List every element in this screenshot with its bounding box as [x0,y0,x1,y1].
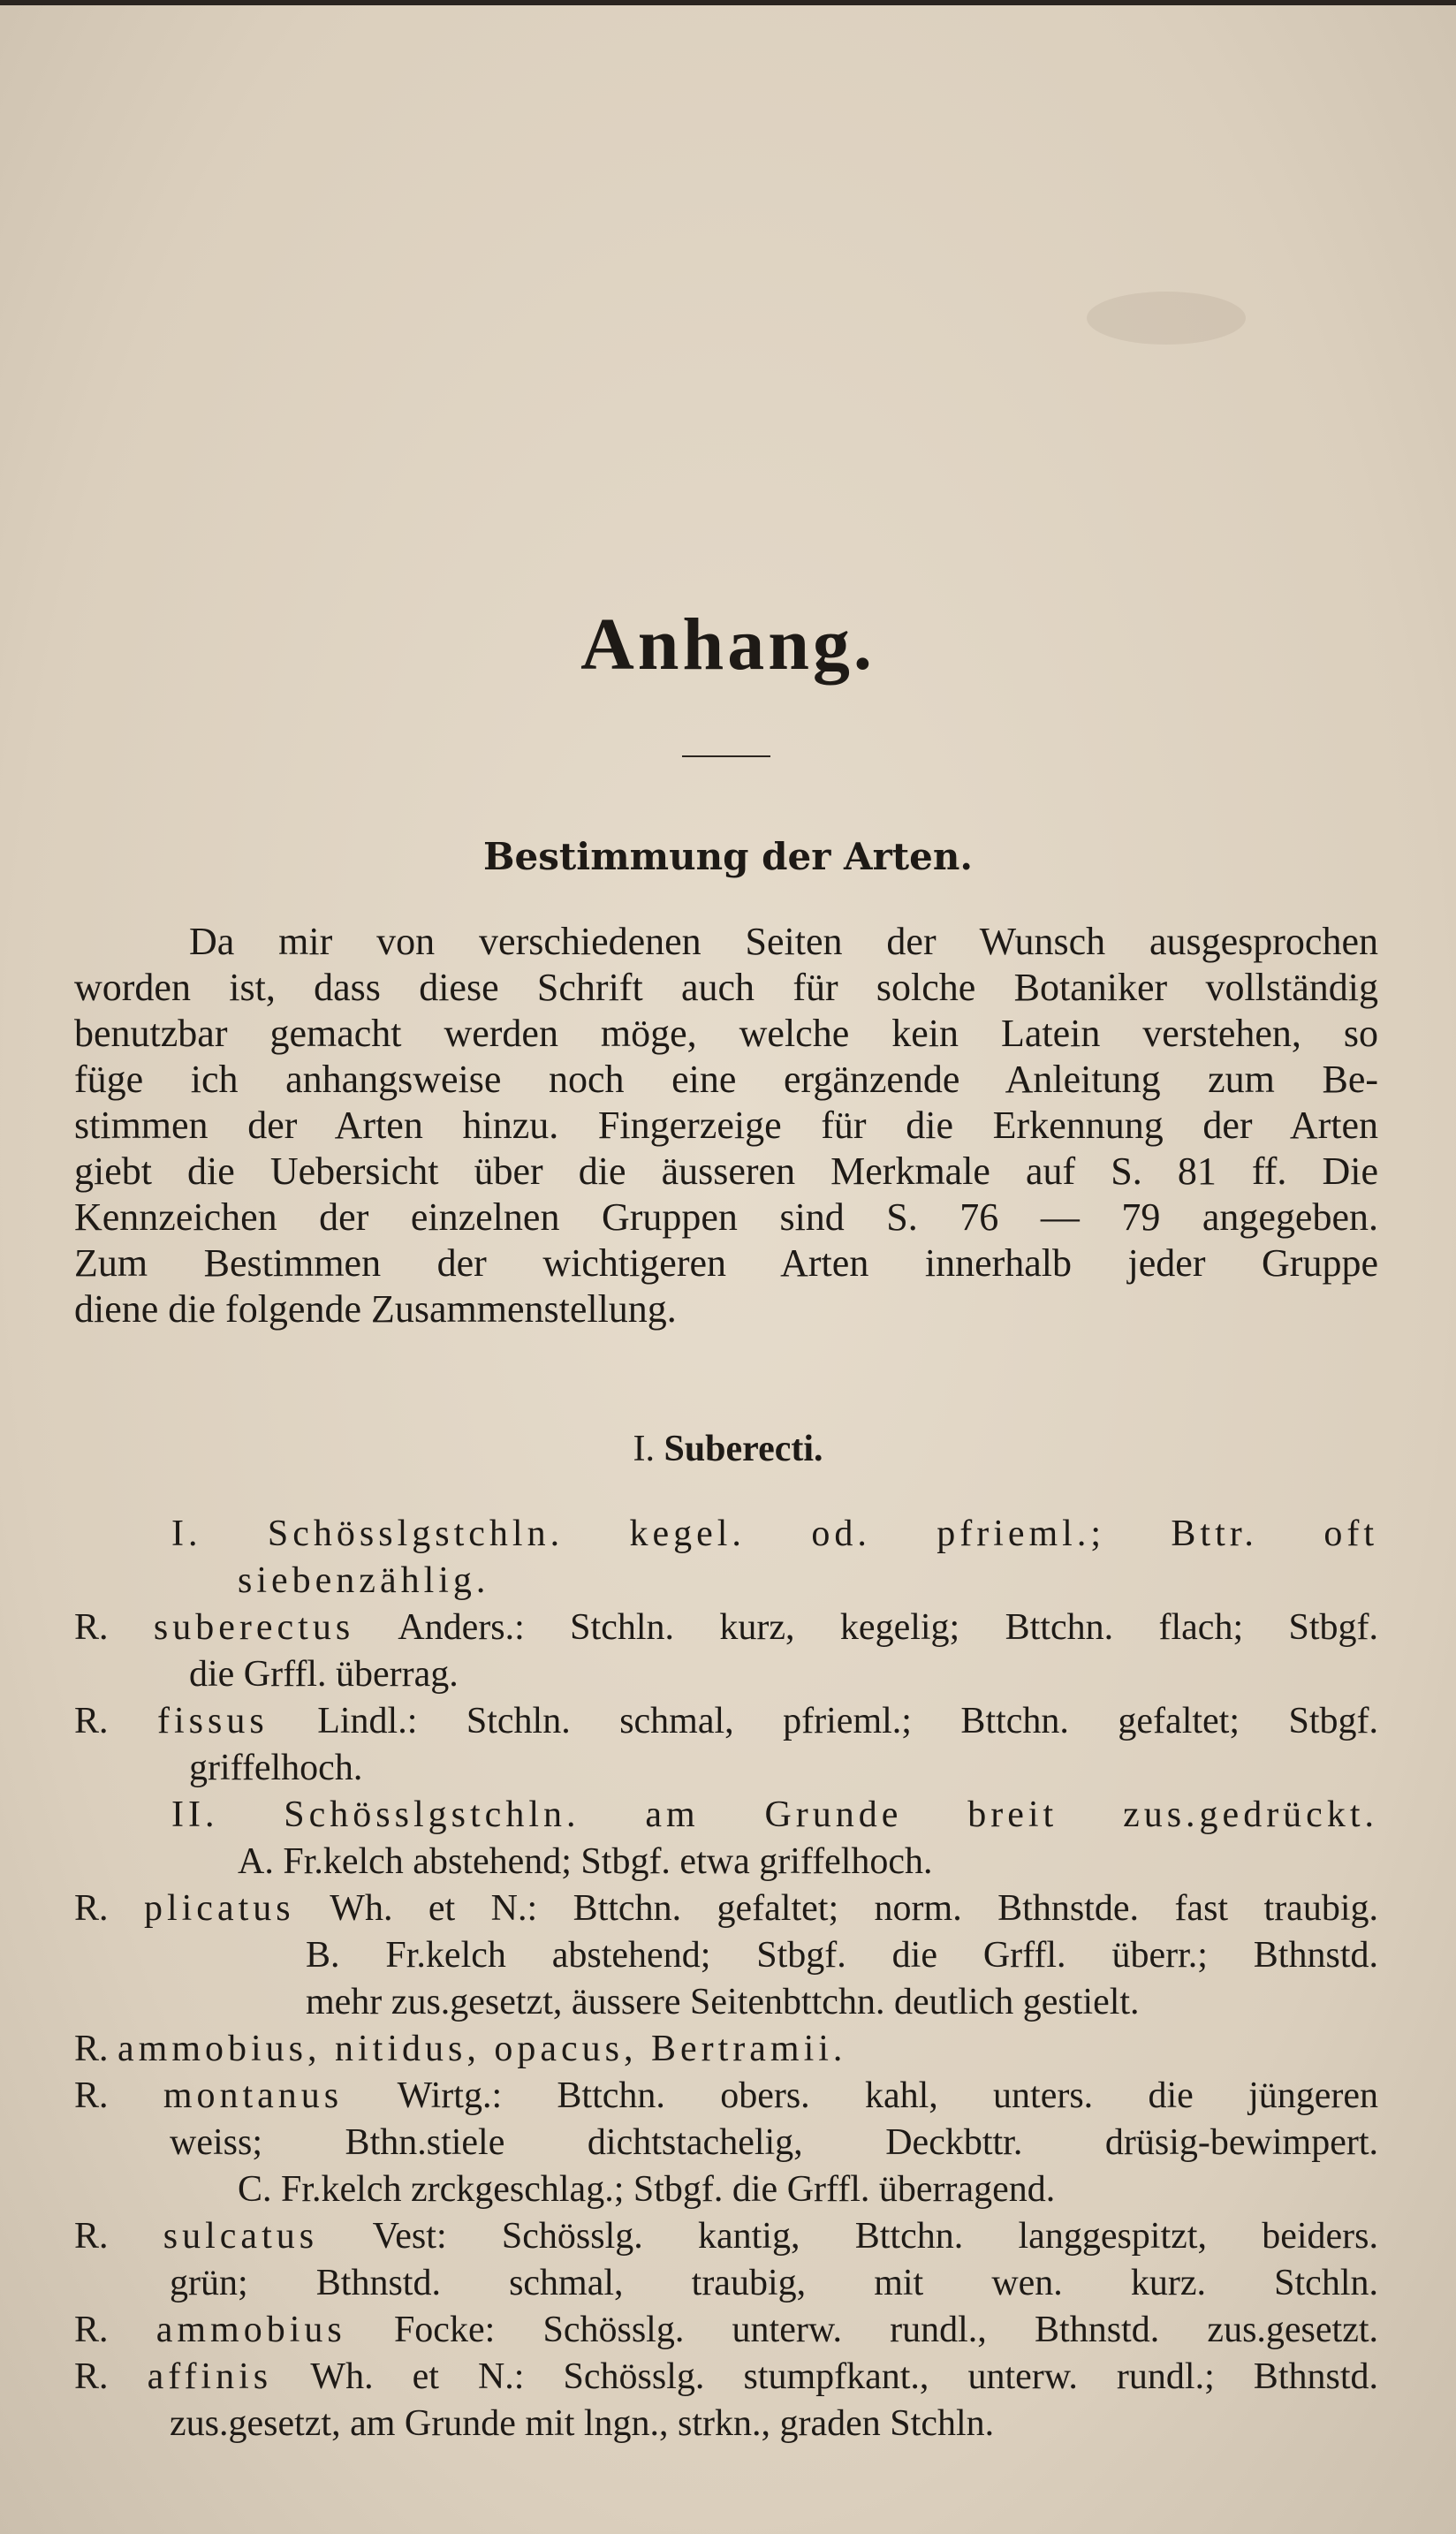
genus-abbr: R. [74,2310,109,2350]
title-divider [682,755,770,757]
intro-line: worden ist, dass diese Schrift auch für solche Botaniker vollständig [74,966,1378,1009]
key-entry [74,2307,1378,2354]
species-name: fissus [157,1701,269,1741]
species-names: ammobius, nitidus, opacus, Bertramii. [118,2029,847,2069]
genus-abbr: R. [74,2356,109,2397]
key-entry [74,1698,1378,1745]
species-name: plicatus [143,1888,295,1929]
species-description: Wh. et N.: Schösslg. stumpfkant., unterw. rundl.; Bthnstd. [310,2356,1378,2397]
key-entry [74,1885,1378,1932]
key-line: I. Schösslgstchln. kegel. od. pfrieml.; Bttr. oft [171,1514,1378,1554]
species-description: Wh. et N.: Bttchn. gefaltet; norm. Bthnstde. fast traubig. [330,1888,1378,1929]
key-line: griffelhoch. [189,1748,363,1788]
intro-line: benutzbar gemacht werden möge, welche kein Latein verstehen, so [74,1012,1378,1055]
species-name: ammobius [155,2310,346,2350]
key-entry [74,1605,1378,1651]
genus-abbr: R. [74,1607,109,1648]
intro-line: stimmen der Arten hinzu. Fingerzeige für die Erkennung der Arten [74,1104,1378,1147]
intro-line: diene die folgende Zusammenstellung. [74,1287,677,1331]
genus-abbr: R. [74,2216,109,2257]
key-line: zus.gesetzt, am Grunde mit lngn., strkn., graden Stchln. [170,2403,995,2444]
key-line: mehr zus.gesetzt, äussere Seitenbttchn. deutlich gestielt. [306,1982,1140,2022]
key-line: die Grffl. überrag. [189,1654,459,1695]
bleed-through-smudge [1087,292,1246,345]
group-number: I. [633,1429,655,1469]
intro-line: Da mir von verschiedenen Seiten der Wunsch ausgesprochen [189,920,1378,963]
page-title: Anhang. [580,603,876,686]
key-line: grün; Bthnstd. schmal, traubig, mit wen. kurz. Stchln. [170,2263,1378,2303]
key-line: A. Fr.kelch abstehend; Stbgf. etwa griffelhoch. [238,1841,933,1882]
genus-abbr: R. [74,2029,109,2069]
key-line: siebenzählig. [238,1560,490,1601]
section-heading: Bestimmung der Arten. [483,835,973,878]
intro-line: Kennzeichen der einzelnen Gruppen sind S. 76 — 79 angegeben. [74,1195,1378,1239]
key-line: II. Schösslgstchln. am Grunde breit zus.gedrückt. [171,1794,1378,1835]
group-heading [0,1424,1456,1474]
key-entry [74,2026,1378,2073]
genus-abbr: R. [74,2075,109,2116]
species-name: montanus [163,2075,344,2116]
intro-line: giebt die Uebersicht über die äusseren Merkmale auf S. 81 ff. Die [74,1149,1378,1193]
group-name: Suberecti. [664,1429,823,1469]
species-description: Lindl.: Stchln. schmal, pfrieml.; Bttchn. gefaltet; Stbgf. [317,1701,1379,1741]
species-name: sulcatus [163,2216,319,2257]
species-description: Focke: Schösslg. unterw. rundl., Bthnstd. zus.gesetzt. [393,2310,1379,2350]
intro-line: füge ich anhangsweise noch eine ergänzende Anleitung zum Be- [74,1058,1378,1101]
intro-line: Zum Bestimmen der wichtigeren Arten innerhalb jeder Gruppe [74,1241,1378,1285]
intro-paragraph [74,919,1378,1332]
species-name: affinis [147,2356,273,2397]
species-key [74,1511,1378,2447]
genus-abbr: R. [74,1888,109,1929]
species-name: suberectus [153,1607,355,1648]
species-description: Wirtg.: Bttchn. obers. kahl, unters. die jüngeren [397,2075,1379,2116]
species-description: Vest: Schösslg. kantig, Bttchn. langgespitzt, beiders. [372,2216,1378,2257]
species-description: Anders.: Stchln. kurz, kegelig; Bttchn. flach; Stbgf. [398,1607,1379,1648]
key-entry [74,2073,1378,2120]
key-line: weiss; Bthn.stiele dichtstachelig, Deckbttr. drüsig-bewimpert. [170,2122,1378,2163]
key-entry [74,2213,1378,2260]
key-line: C. Fr.kelch zrckgeschlag.; Stbgf. die Grffl. überragend. [238,2169,1056,2210]
page-top-edge [0,0,1456,5]
key-line: B. Fr.kelch abstehend; Stbgf. die Grffl. überr.; Bthnstd. [306,1935,1378,1976]
key-entry [74,2354,1378,2401]
genus-abbr: R. [74,1701,109,1741]
